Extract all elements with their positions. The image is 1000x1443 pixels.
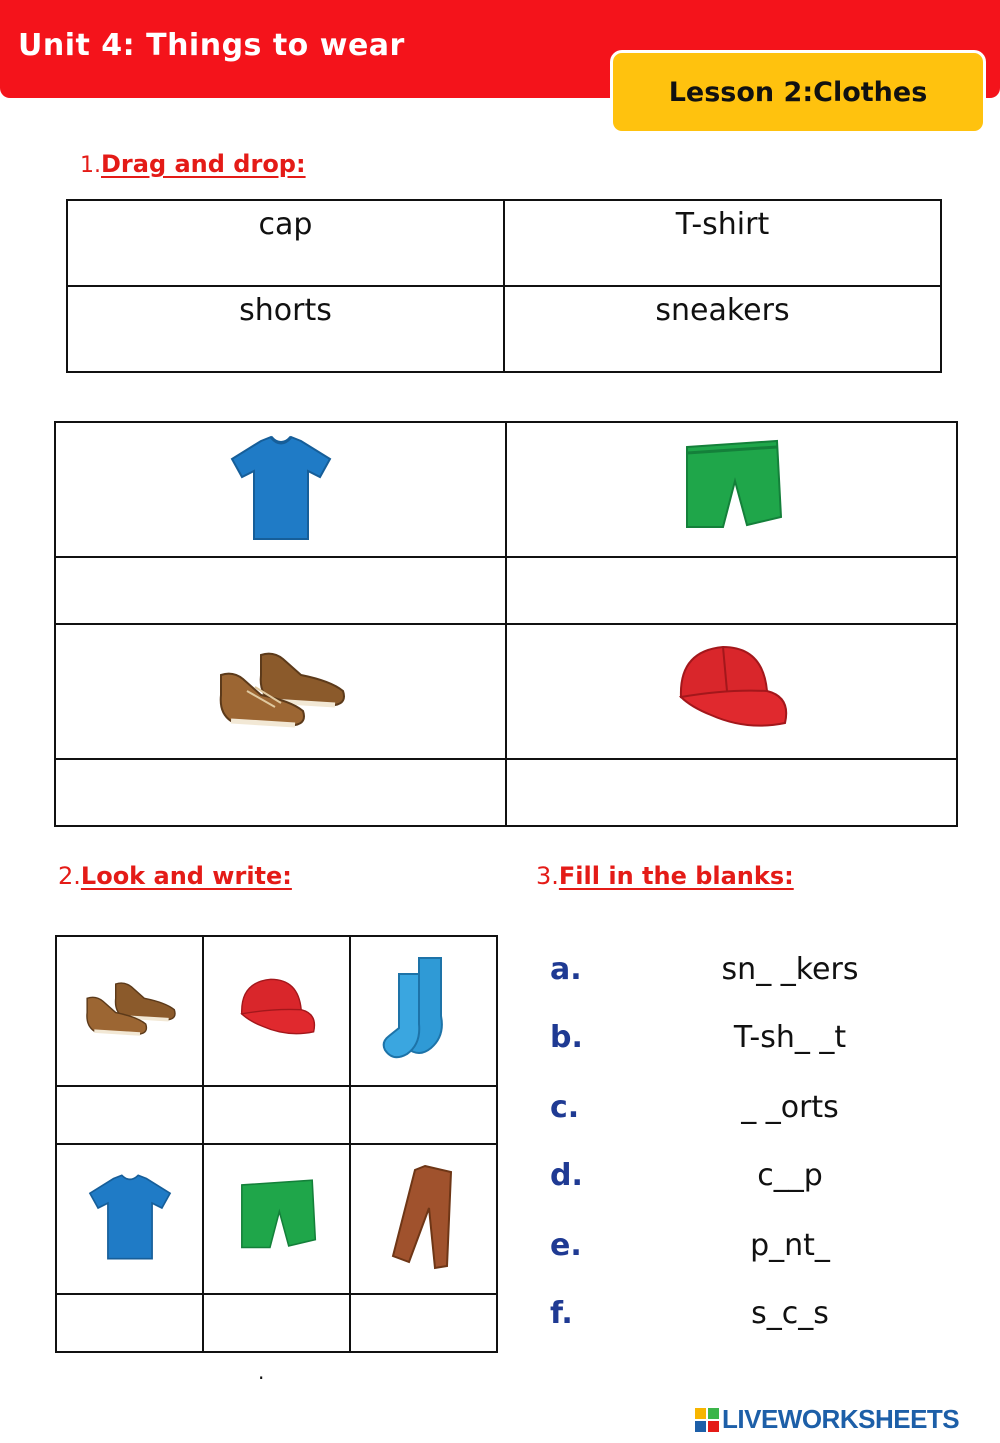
word-bank: [66, 199, 942, 373]
picture-cell: [55, 624, 506, 759]
section2-title: Look and write:: [80, 862, 292, 890]
item-word: s_c_s: [751, 1296, 829, 1331]
blank-item[interactable]: [550, 1296, 950, 1346]
logo-mark-icon: [695, 1408, 719, 1432]
stray-dot: .: [258, 1360, 265, 1384]
socks-icon: [379, 954, 469, 1064]
sneakers-icon: [80, 974, 180, 1044]
drop-zone[interactable]: [506, 557, 957, 624]
page-title: Unit 4: Things to wear: [18, 28, 405, 63]
picture-cell: [506, 422, 957, 557]
drop-zone[interactable]: [55, 557, 506, 624]
blank-item[interactable]: [550, 1158, 950, 1208]
picture-cell: [203, 1144, 350, 1294]
look-and-write-grid: [55, 935, 498, 1353]
word-bank-item[interactable]: cap: [67, 200, 504, 286]
item-letter: b.: [550, 1020, 583, 1055]
word-bank-item[interactable]: T-shirt: [504, 200, 941, 286]
answer-field[interactable]: [357, 1095, 491, 1135]
pants-icon: [379, 1162, 469, 1272]
item-word: c__p: [757, 1158, 823, 1193]
cap-icon: [232, 971, 322, 1047]
item-word: _ _orts: [741, 1090, 839, 1125]
cap-icon: [667, 635, 797, 745]
picture-cell: [350, 936, 497, 1086]
blank-item[interactable]: [550, 1020, 950, 1070]
item-word: sn_ _kers: [721, 952, 859, 987]
drop-zone[interactable]: [506, 759, 957, 826]
answer-field[interactable]: [357, 1303, 491, 1343]
sneakers-icon: [211, 645, 351, 735]
item-letter: c.: [550, 1090, 580, 1125]
section1-number: 1.: [80, 153, 101, 178]
picture-cell: [203, 936, 350, 1086]
drop-zone[interactable]: [55, 759, 506, 826]
shorts-icon: [677, 433, 787, 543]
liveworksheets-logo: [695, 1404, 959, 1435]
answer-field[interactable]: [63, 1303, 197, 1343]
blank-item[interactable]: [550, 1228, 950, 1278]
item-letter: e.: [550, 1228, 582, 1263]
picture-cell: [350, 1144, 497, 1294]
section2-number: 2.: [58, 862, 81, 890]
picture-cell: [506, 624, 957, 759]
blank-item[interactable]: [550, 1090, 950, 1140]
answer-field[interactable]: [63, 1095, 197, 1135]
drag-drop-table: [54, 421, 958, 827]
section1-title: Drag and drop:: [101, 150, 306, 178]
section3-number: 3.: [536, 862, 559, 890]
tshirt-icon: [85, 1172, 175, 1262]
logo-text: LIVEWORKSHEETS: [722, 1404, 960, 1434]
lesson-badge: [610, 50, 986, 134]
answer-field[interactable]: [210, 1303, 344, 1343]
item-letter: d.: [550, 1158, 583, 1193]
word-bank-item[interactable]: sneakers: [504, 286, 941, 372]
section3-heading: [536, 862, 794, 890]
word-bank-item[interactable]: shorts: [67, 286, 504, 372]
picture-cell: [56, 1144, 203, 1294]
item-word: T-sh_ _t: [733, 1020, 847, 1055]
lesson-label: Lesson 2:Clothes: [668, 76, 928, 108]
item-letter: f.: [550, 1296, 573, 1331]
picture-cell: [55, 422, 506, 557]
shorts-icon: [229, 1174, 325, 1260]
answer-field[interactable]: [210, 1095, 344, 1135]
picture-cell: [56, 936, 203, 1086]
blank-item[interactable]: [550, 952, 950, 1002]
tshirt-icon: [226, 433, 336, 543]
item-word: p_nt_: [750, 1228, 830, 1263]
section1-heading: [80, 150, 306, 178]
section3-title: Fill in the blanks:: [558, 862, 794, 890]
section2-heading: [58, 862, 292, 890]
item-letter: a.: [550, 952, 582, 987]
